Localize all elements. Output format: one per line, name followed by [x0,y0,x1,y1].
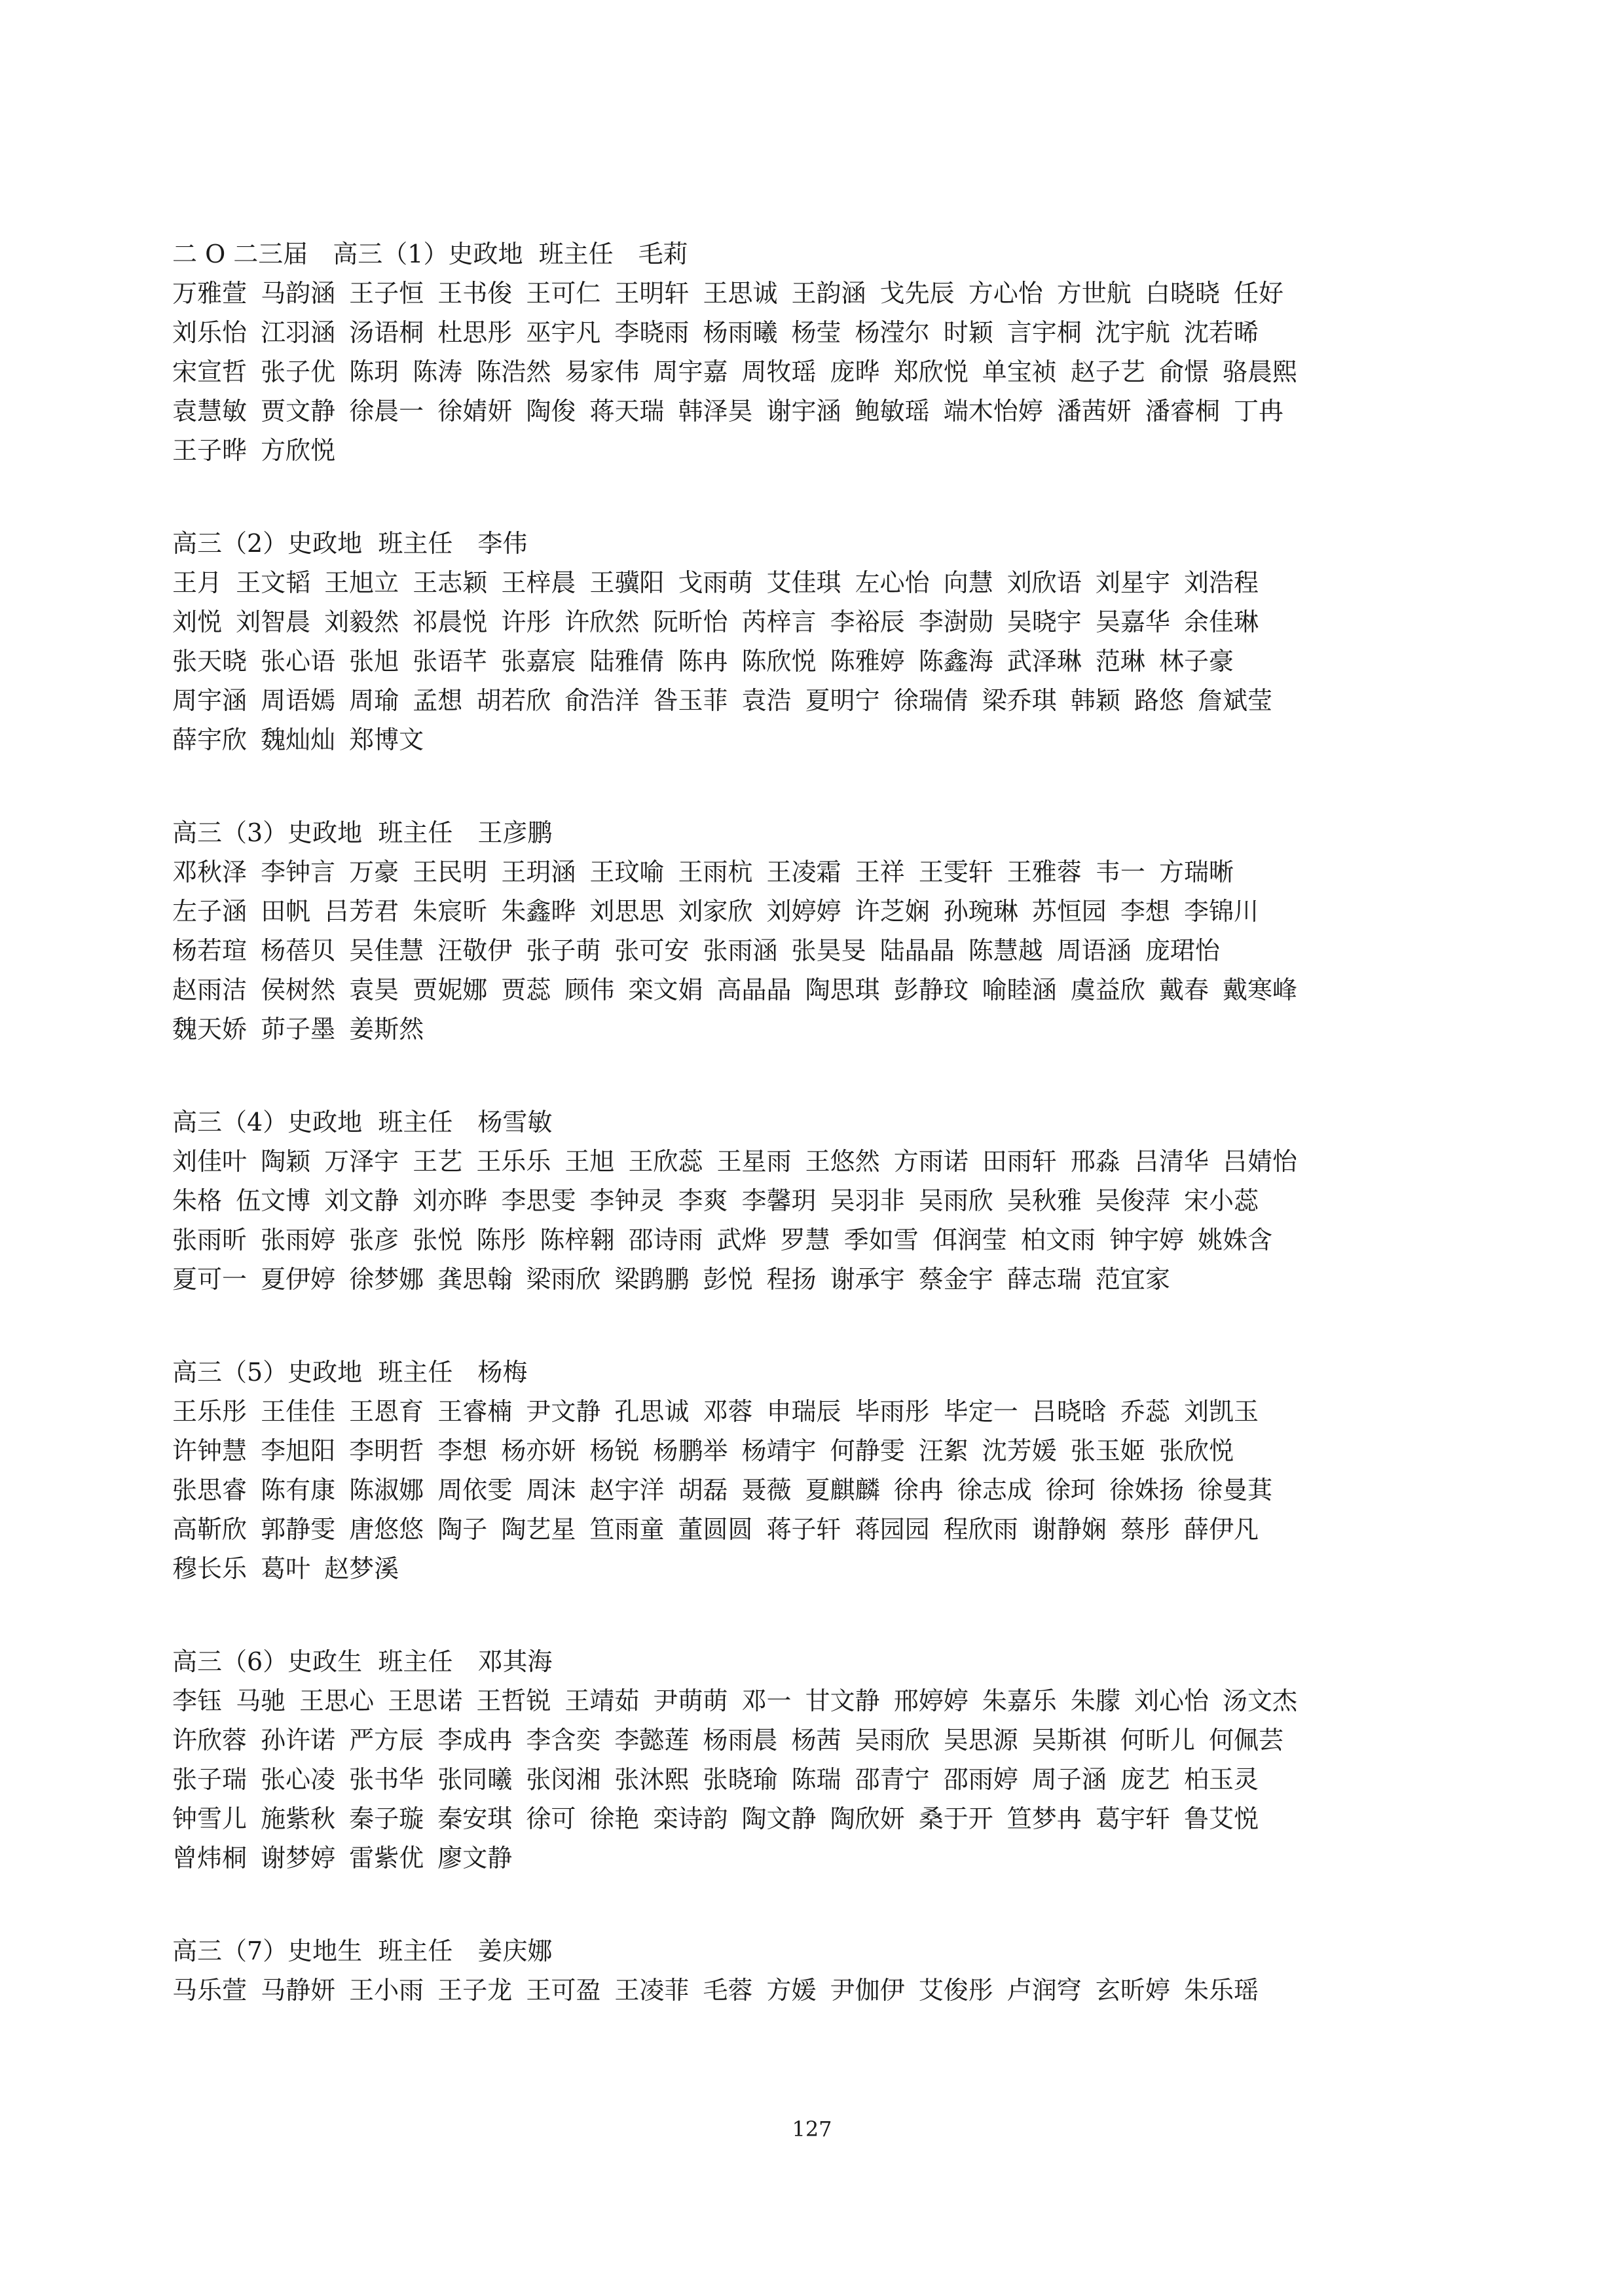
student-names-row: 曾炜桐 谢梦婷 雷紫优 廖文静 [172,1844,513,1872]
student-names-row: 刘佳叶 陶颖 万泽宇 王艺 王乐乐 王旭 王欣蕊 王星雨 王悠然 方雨诺 田雨轩 邢淼 吕清华 吕婧怡 [172,1147,1298,1176]
class-section-3 [172,813,1482,1049]
student-names-row: 王月 王文韬 王旭立 王志颖 王梓晨 王骥阳 戈雨萌 艾佳琪 左心怡 向慧 刘欣语 刘星宇 刘浩程 [172,568,1259,597]
class-header: 高三（2）史政地 班主任 李伟 [172,529,528,558]
student-names-row: 高靳欣 郭静雯 唐悠悠 陶子 陶艺星 笪雨童 董圆圆 蒋子轩 蒋园园 程欣雨 谢静娴 蔡彤 薛伊凡 [172,1515,1259,1544]
student-names-row: 张天晓 张心语 张旭 张语芊 张嘉宸 陆雅倩 陈冉 陈欣悦 陈雅婷 陈鑫海 武泽琳 范琳 林子豪 [172,647,1234,676]
student-names-row: 薛宇欣 魏灿灿 郑博文 [172,725,424,754]
student-names-row: 刘乐怡 江羽涵 汤语桐 杜思彤 巫宇凡 李晓雨 杨雨曦 杨莹 杨滢尔 时颖 言宇桐 沈宇航 沈若晞 [172,318,1259,347]
student-names-row: 穆长乐 葛叶 赵梦溪 [172,1554,399,1583]
class-section-6 [172,1642,1482,1878]
student-names-row: 赵雨洁 侯树然 袁昊 贾妮娜 贾蕊 顾伟 栾文娟 高晶晶 陶思琪 彭静玟 喻睦涵 虞益欣 戴春 戴寒峰 [172,975,1298,1004]
class-header: 高三（5）史政地 班主任 杨梅 [172,1358,528,1387]
page-number: 127 [792,2117,832,2141]
class-header: 高三（6）史政生 班主任 邓其海 [172,1647,553,1676]
class-section-2 [172,524,1482,759]
student-names-row: 杨若瑄 杨蓓贝 吴佳慧 汪敬伊 张子萌 张可安 张雨涵 张昊旻 陆晶晶 陈慧越 周语涵 庞珺怡 [172,936,1220,965]
student-names-row: 夏可一 夏伊婷 徐梦娜 龚思翰 梁雨欣 梁鹍鹏 彭悦 程扬 谢承宇 蔡金宇 薛志瑞 范宜家 [172,1265,1170,1294]
class-header: 高三（3）史政地 班主任 王彦鹏 [172,818,553,847]
class-header: 高三（7）史地生 班主任 姜庆娜 [172,1937,553,1965]
student-names-row: 万雅萱 马韵涵 王子恒 王书俊 王可仁 王明轩 王思诚 王韵涵 戈先辰 方心怡 方世航 白晓晓 任好 [172,279,1283,308]
student-names-row: 宋宣哲 张子优 陈玥 陈涛 陈浩然 易家伟 周宇嘉 周牧瑶 庞晔 郑欣悦 单宝祯 赵子艺 俞憬 骆晨熙 [172,357,1298,386]
student-names-row: 左子涵 田帆 吕芳君 朱宸昕 朱鑫晔 刘思思 刘家欣 刘婷婷 许芝娴 孙琬琳 苏恒园 李想 李锦川 [172,897,1259,926]
student-names-row: 袁慧敏 贾文静 徐晨一 徐婧妍 陶俊 蒋天瑞 韩泽昊 谢宇涵 鲍敏瑶 端木怡婷 潘茜妍 潘睿桐 丁冉 [172,397,1283,426]
class-header: 高三（4）史政地 班主任 杨雪敏 [172,1108,553,1137]
student-names-row: 张思睿 陈有康 陈淑娜 周依雯 周沫 赵宇洋 胡磊 聂薇 夏麒麟 徐冉 徐志成 徐珂 徐姝扬 徐曼萁 [172,1476,1273,1504]
class-header: 二 O 二三届 高三（1）史政地 班主任 毛莉 [172,240,688,268]
student-names-row: 周宇涵 周语嫣 周瑜 孟想 胡若欣 俞浩洋 昝玉菲 袁浩 夏明宁 徐瑞倩 梁乔琪 韩颖 路悠 詹斌莹 [172,686,1273,715]
student-names-row: 王乐彤 王佳佳 王恩育 王睿楠 尹文静 孔思诚 邓蓉 申瑞辰 毕雨彤 毕定一 吕晓晗 乔蕊 刘凯玉 [172,1397,1259,1426]
student-names-row: 李钰 马驰 王思心 王思诺 王哲锐 王靖茹 尹萌萌 邓一 甘文静 邢婷婷 朱嘉乐 朱朦 刘心怡 汤文杰 [172,1686,1298,1715]
class-section-4 [172,1102,1482,1299]
student-names-row: 王子晔 方欣悦 [172,436,336,465]
student-names-row: 钟雪儿 施紫秋 秦子璇 秦安琪 徐可 徐艳 栾诗韵 陶文静 陶欣妍 桑于开 笪梦冉 葛宇轩 鲁艾悦 [172,1804,1259,1833]
student-names-row: 张子瑞 张心凌 张书华 张同曦 张闵湘 张沐熙 张晓瑜 陈瑞 邵青宁 邵雨婷 周子涵 庞艺 柏玉灵 [172,1765,1259,1794]
student-names-row: 张雨昕 张雨婷 张彦 张悦 陈彤 陈梓翱 邵诗雨 武烨 罗慧 季如雪 佴润莹 柏文雨 钟宇婷 姚姝含 [172,1226,1273,1254]
student-names-row: 许欣蓉 孙许诺 严方辰 李成冉 李含奕 李懿莲 杨雨晨 杨茜 吴雨欣 吴思源 吴斯祺 何昕儿 何佩芸 [172,1726,1283,1755]
student-names-row: 刘悦 刘智晨 刘毅然 祁晨悦 许彤 许欣然 阮昕怡 芮梓言 李裕辰 李澍勋 吴晓宇 吴嘉华 余佳琳 [172,608,1259,636]
student-names-row: 魏天娇 茆子墨 姜斯然 [172,1015,424,1044]
class-section-5 [172,1353,1482,1588]
student-names-row: 邓秋泽 李钟言 万豪 王民明 王玥涵 王玟喻 王雨杭 王凌霜 王祥 王雯轩 王雅蓉 韦一 方瑞晰 [172,858,1234,886]
class-roster [172,234,1482,2064]
student-names-row: 朱格 伍文博 刘文静 刘亦晔 李思雯 李钟灵 李爽 李馨玥 吴羽非 吴雨欣 吴秋雅 吴俊萍 宋小蕊 [172,1186,1259,1215]
class-section-7 [172,1931,1482,2010]
student-names-row: 许钟慧 李旭阳 李明哲 李想 杨亦妍 杨锐 杨鹏举 杨靖宇 何静雯 汪絮 沈芳媛 张玉姬 张欣悦 [172,1436,1234,1465]
student-names-row: 马乐萱 马静妍 王小雨 王子龙 王可盈 王凌菲 毛蓉 方媛 尹伽伊 艾俊彤 卢润穹 玄昕婷 朱乐瑶 [172,1976,1259,2005]
class-section-1 [172,234,1482,470]
